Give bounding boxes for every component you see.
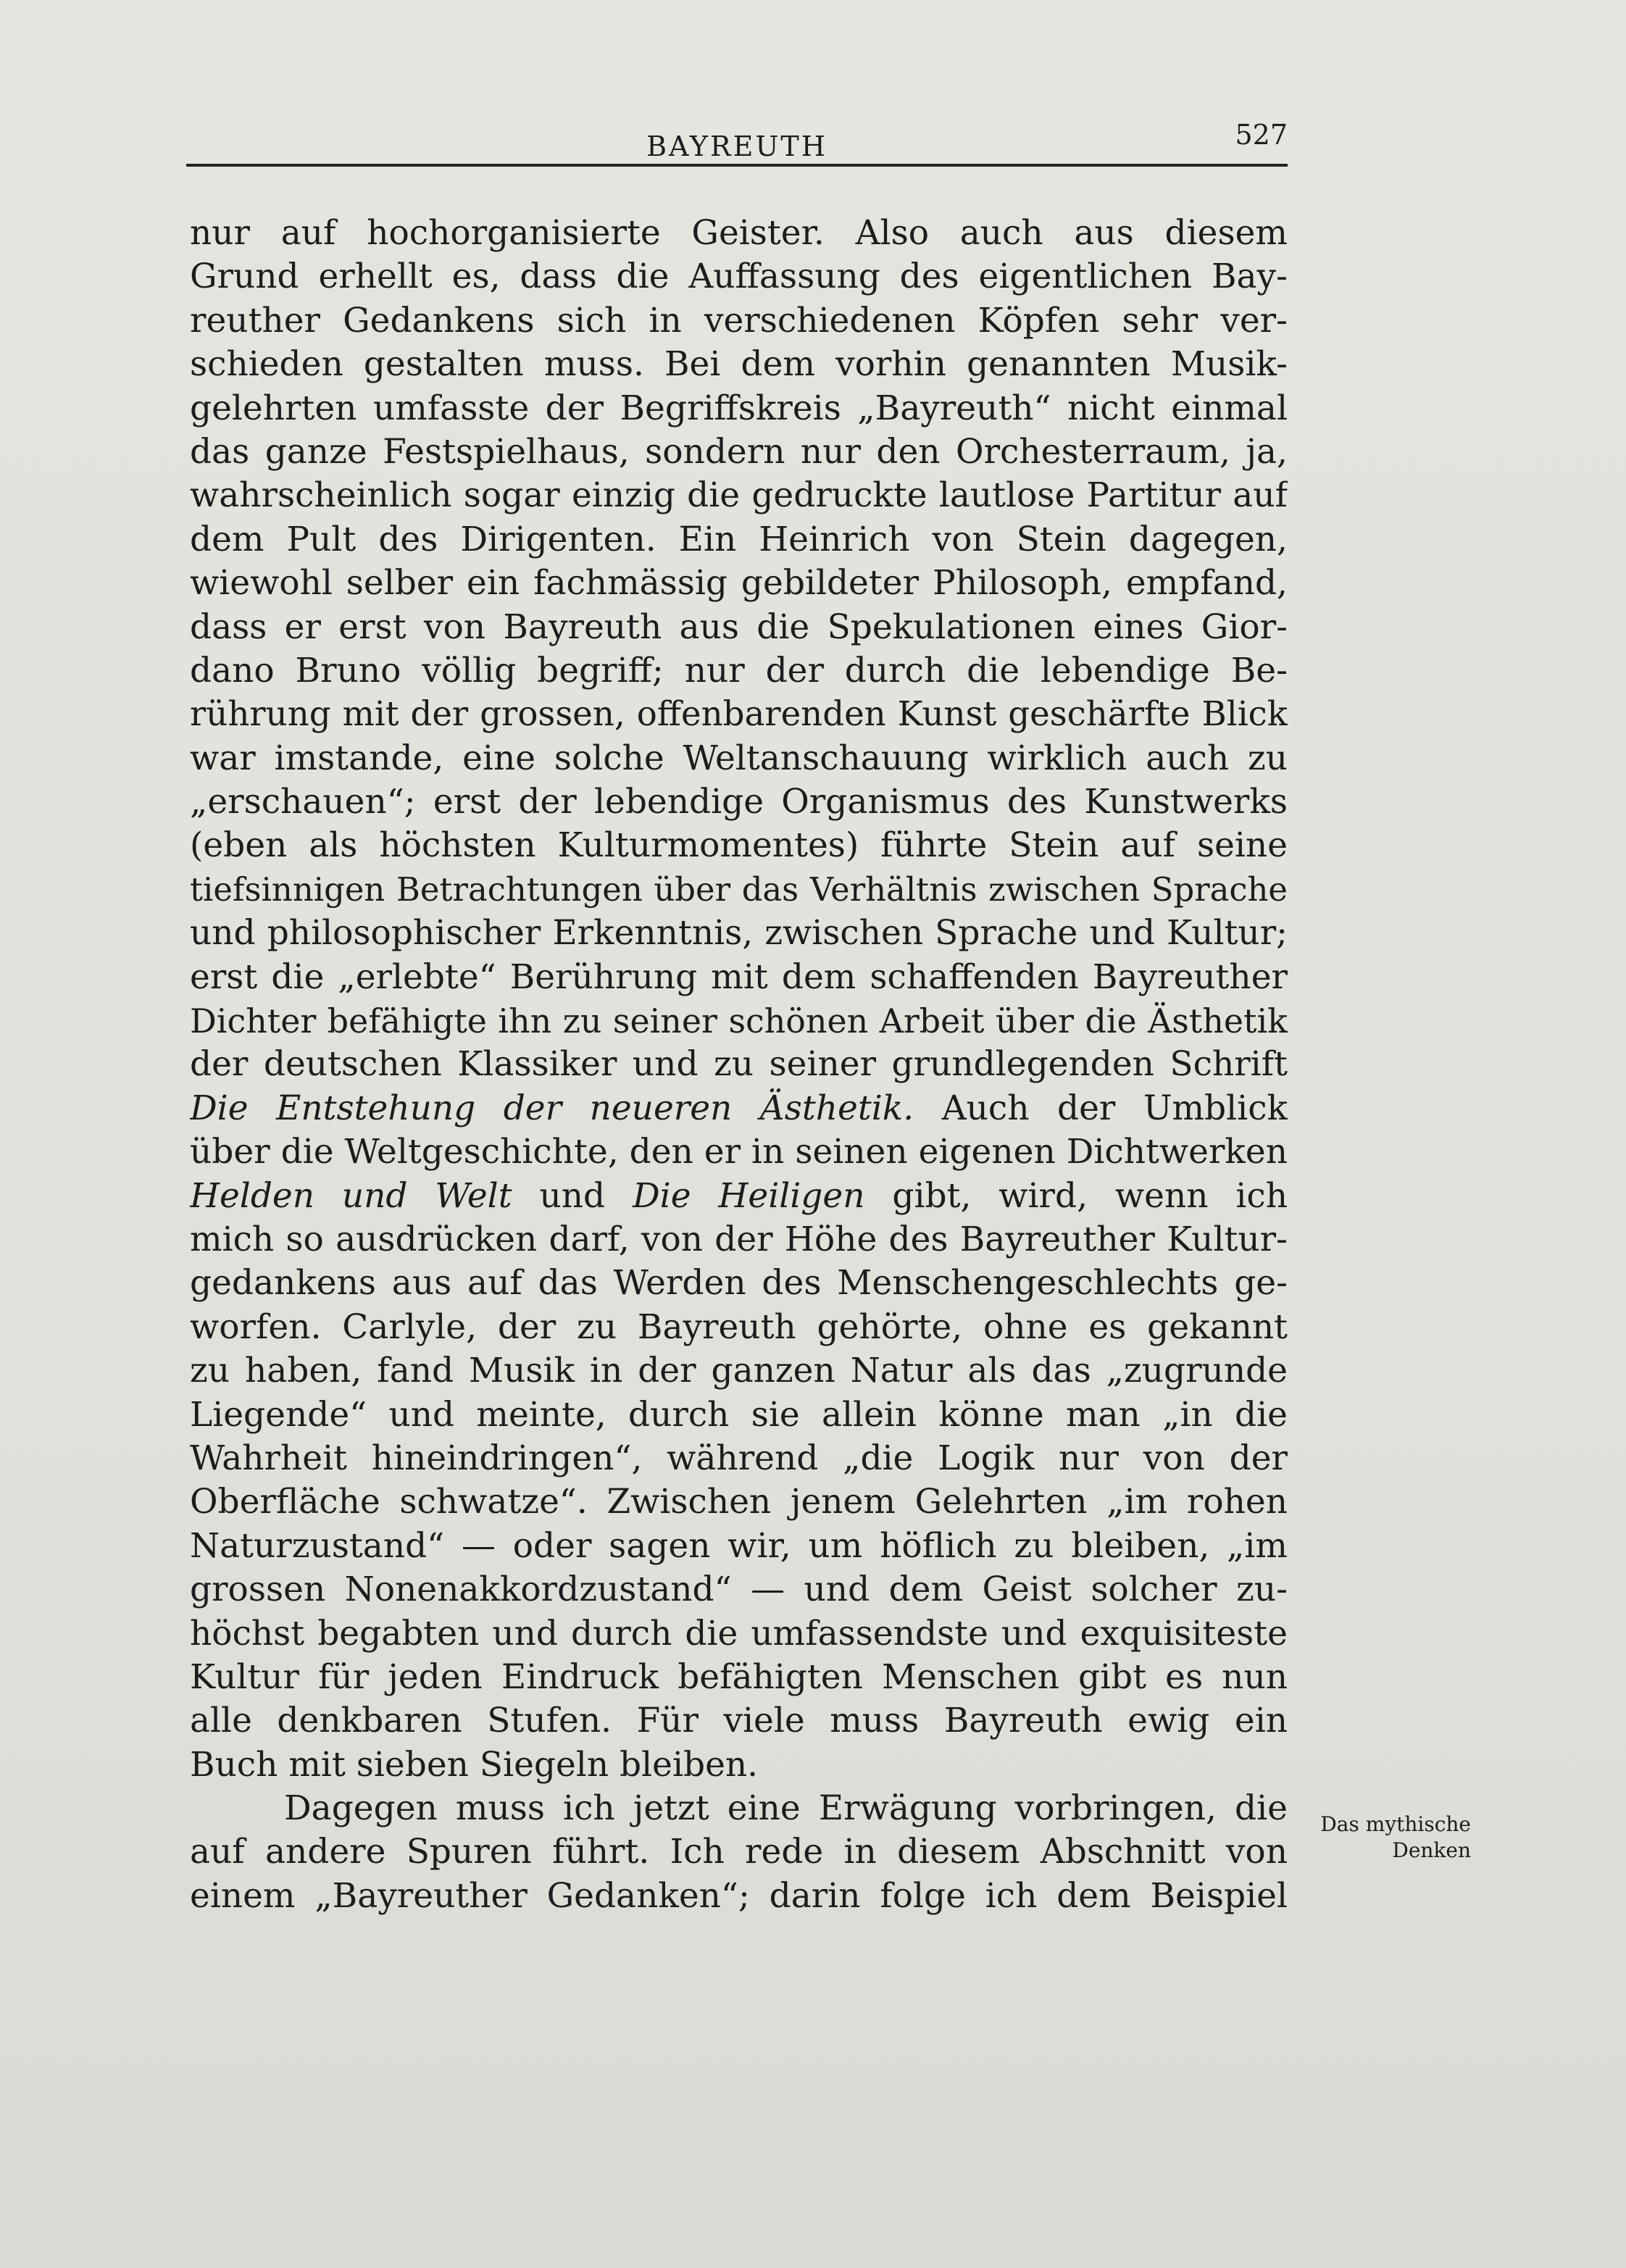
text-line [190, 868, 1288, 912]
text-line [190, 1480, 1288, 1524]
text-line [190, 1699, 1288, 1743]
text-run: (eben als höchsten Kulturmomentes) führte Stein auf seine [190, 825, 1288, 866]
text-line [190, 299, 1288, 343]
text-line [190, 1130, 1288, 1174]
text-line [190, 956, 1288, 999]
marginal-note-line: Das mythische [1320, 1812, 1471, 1836]
text-run: dano Bruno völlig begriff; nur der durch die lebendige Be- [190, 650, 1288, 691]
text-run: Dagegen muss ich jetzt eine Erwägung vorbringen, die [284, 1788, 1288, 1829]
text-run: höchst begabten und durch die umfassendste und exquisiteste [190, 1613, 1288, 1654]
text-run: Auch der Umblick [914, 1088, 1288, 1128]
text-run: „erschauen“; erst der lebendige Organismus des Kunstwerks [190, 782, 1288, 822]
text-line [190, 1349, 1288, 1393]
text-run: Wahrheit hineindringen“, während „die Logik nur von der [190, 1438, 1288, 1478]
text-line [190, 562, 1288, 605]
text-line [190, 1043, 1288, 1086]
paragraph-end-line [190, 1743, 1288, 1787]
text-run: wahrscheinlich sogar einzig die gedruckte lautlose Partitur auf [190, 475, 1288, 516]
text-run: Kultur für jeden Eindruck befähigten Menschen gibt es nun [190, 1656, 1288, 1697]
text-run: dem Pult des Dirigenten. Ein Heinrich von Stein dagegen, [190, 519, 1288, 559]
book-title-italic: Die Entstehung der neueren Ästhetik. [190, 1088, 914, 1128]
paragraph-start-line [190, 1787, 1288, 1830]
running-title: BAYREUTH [646, 130, 827, 162]
text-run: über die Weltgeschichte, den er in seinen eigenen Dichtwerken [190, 1132, 1288, 1172]
text-line [190, 824, 1288, 867]
text-line [190, 430, 1288, 474]
page-number: 527 [1235, 119, 1288, 151]
text-run: alle denkbaren Stufen. Für viele muss Bayreuth ewig ein [190, 1701, 1288, 1741]
text-run: gibt, wird, wenn ich [864, 1175, 1288, 1216]
text-run: tiefsinnigen Betrachtungen über das Verhältnis zwischen Sprache [190, 870, 1288, 909]
text-run: worfen. Carlyle, der zu Bayreuth gehörte, ohne es gekannt [190, 1306, 1288, 1347]
text-line [190, 212, 1288, 255]
text-run: und philosophischer Erkenntnis, zwischen Sprache und Kultur; [190, 913, 1288, 954]
text-run: Naturzustand“ — oder sagen wir, um höflich zu bleiben, „im [190, 1525, 1288, 1566]
text-run: gelehrten umfasste der Begriffskreis „Bayreuth“ nicht einmal [190, 388, 1288, 428]
text-run: gedankens aus auf das Werden des Menschengeschlechts ge- [190, 1263, 1288, 1304]
text-run: wiewohl selber ein fachmässig gebildeter Philosoph, empfand, [190, 563, 1288, 604]
text-run: war imstande, eine solche Weltanschauung wirklich auch zu [190, 738, 1288, 778]
text-line [190, 1262, 1288, 1305]
text-run: erst die „erlebte“ Berührung mit dem schaffenden Bayreuther [190, 956, 1288, 997]
text-run: mich so ausdrücken darf, von der Höhe des Bayreuther Kultur- [190, 1219, 1288, 1259]
text-run: und [512, 1175, 633, 1216]
text-run: einem „Bayreuther Gedanken“; darin folge ich dem Beispiel [190, 1875, 1288, 1916]
text-line [190, 1306, 1288, 1349]
text-line [190, 1175, 1288, 1218]
book-title-italic: Helden und Welt [190, 1175, 512, 1216]
text-line [190, 1393, 1288, 1437]
text-line [190, 1437, 1288, 1480]
text-line [190, 693, 1288, 736]
marginal-note [1293, 1812, 1471, 1864]
text-run: der deutschen Klassiker und zu seiner grundlegenden Schrift [190, 1044, 1288, 1085]
marginal-note-line: Denken [1392, 1838, 1471, 1862]
text-line [190, 1568, 1288, 1612]
text-line [190, 737, 1288, 780]
text-run: Liegende“ und meinte, durch sie allein könne man „in die [190, 1394, 1288, 1435]
running-head [186, 109, 1288, 167]
body-text [190, 212, 1288, 1918]
text-run: nur auf hochorganisierte Geister. Also auch aus diesem [190, 213, 1288, 253]
text-run: Oberfläche schwatze“. Zwischen jenem Gelehrten „im rohen [190, 1482, 1288, 1522]
text-run: zu haben, fand Musik in der ganzen Natur als das „zugrunde [190, 1351, 1288, 1391]
text-line [190, 912, 1288, 955]
text-line [190, 343, 1288, 386]
text-line [190, 606, 1288, 649]
text-run: reuther Gedankens sich in verschiedenen Köpfen sehr ver- [190, 300, 1288, 341]
text-run: Buch mit sieben Siegeln bleiben. [190, 1744, 759, 1785]
text-line [190, 1525, 1288, 1568]
text-run: rührung mit der grossen, offenbarenden Kunst geschärfte Blick [190, 695, 1288, 735]
text-line [190, 999, 1288, 1043]
text-line [190, 474, 1288, 517]
text-line [190, 1875, 1288, 1918]
text-line [190, 518, 1288, 562]
text-line [190, 1612, 1288, 1656]
text-run: das ganze Festspielhaus, sondern nur den Orchesterraum, ja, [190, 431, 1288, 472]
text-run: auf andere Spuren führt. Ich rede in diesem Abschnitt von [190, 1832, 1288, 1872]
text-run: Grund erhellt es, dass die Auffassung des eigentlichen Bay- [190, 257, 1288, 297]
text-run: dass er erst von Bayreuth aus die Spekulationen eines Gior- [190, 606, 1288, 647]
text-line [190, 255, 1288, 299]
text-line [190, 1218, 1288, 1262]
text-line [190, 1656, 1288, 1699]
text-line [190, 780, 1288, 824]
text-run: grossen Nonenakkordzustand“ — und dem Geist solcher zu- [190, 1569, 1288, 1610]
text-line [190, 1830, 1288, 1874]
header-rule [186, 164, 1288, 167]
text-line [190, 1087, 1288, 1130]
text-run: schieden gestalten muss. Bei dem vorhin genannten Musik- [190, 344, 1288, 385]
text-run: Dichter befähigte ihn zu seiner schönen Arbeit über die Ästhetik [190, 1001, 1288, 1041]
text-line [190, 387, 1288, 430]
book-title-italic: Die Heiligen [633, 1175, 865, 1216]
text-line [190, 649, 1288, 693]
